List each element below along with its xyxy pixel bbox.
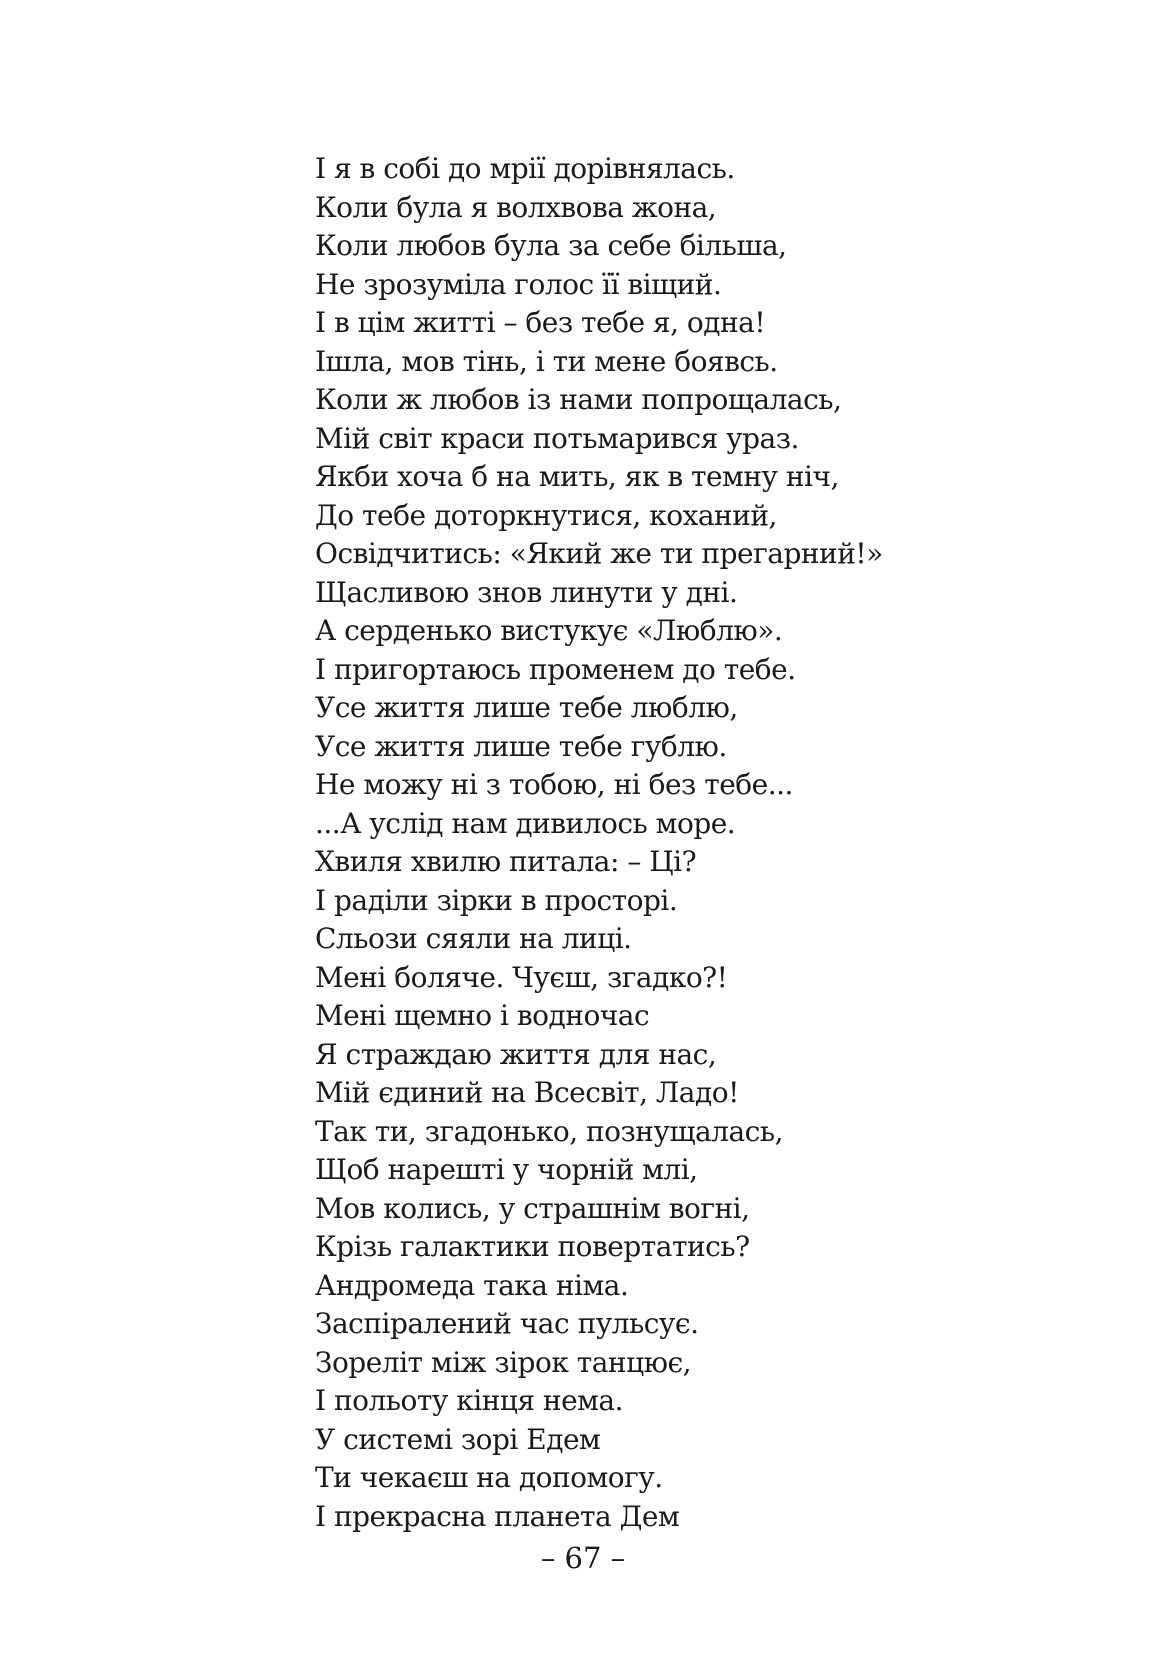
poem-line: Мій єдиний на Всесвіт, Ладо! (315, 1076, 739, 1109)
poem-line: До тебе доторкнутися, коханий, (315, 498, 777, 532)
poem-line: Щасливою знов линути у дні. (315, 575, 738, 609)
poem-line: Так ти, згадонько, познущалась, (315, 1114, 783, 1148)
poem-line: У системі зорі Едем (315, 1422, 601, 1456)
poem-line: Ішла, мов тінь, і ти мене боявсь. (315, 344, 778, 378)
poem-line: Не можу ні з тобою, ні без тебе... (315, 768, 793, 801)
poem-line: Якби хоча б на мить, як в темну ніч, (315, 460, 839, 493)
poem-line: ...А услід нам дивилось море. (315, 806, 736, 840)
poem-line: Хвиля хвилю питала: – Ці? (315, 845, 697, 878)
poem-line: І я в собі до мрії дорівнялась. (315, 152, 735, 185)
poem-line: Крізь галактики повертатись? (315, 1230, 750, 1263)
poem-line: Зореліт між зірок танцює, (315, 1345, 692, 1379)
poem-line: Щоб нарешті у чорній млі, (315, 1153, 698, 1186)
page-number: – 67 – (540, 1541, 626, 1575)
poem-line: Ти чекаєш на допомогу. (315, 1461, 663, 1494)
poem-line: І польоту кінця нема. (315, 1384, 624, 1417)
poem-line: Заспіралений час пульсує. (315, 1307, 699, 1340)
poem-line: Усе життя лише тебе люблю, (315, 691, 738, 724)
poem-line: Усе життя лише тебе гублю. (315, 729, 727, 763)
poem-line: Освідчитись: «Який же ти прегарний!» (315, 537, 883, 570)
poem-line: Сльози сяяли на лиці. (315, 922, 632, 955)
poem-line: Я страждаю життя для нас, (315, 1037, 717, 1071)
poem-line: Мені боляче. Чуєш, згадко?! (315, 960, 728, 994)
poem-line: Мов колись, у страшнім вогні, (315, 1191, 750, 1225)
poem-line: І прекрасна планета Дем (315, 1499, 680, 1533)
poem-line: Андромеда така німа. (315, 1268, 629, 1302)
poem-line: І раділи зірки в просторі. (315, 883, 678, 917)
poem-line: Не зрозуміла голос її віщий. (315, 267, 722, 301)
poem-line: А серденько вистукує «Люблю». (315, 614, 783, 647)
poem-line: І пригортаюсь променем до тебе. (315, 652, 796, 686)
poem-line: Коли любов була за себе більша, (315, 229, 787, 262)
poem-line: І в цім житті – без тебе я, одна! (315, 306, 766, 339)
poem-line: Мій світ краси потьмарився ураз. (315, 421, 799, 455)
poem-line: Коли була я волхвова жона, (315, 190, 717, 224)
poem-line: Коли ж любов із нами попрощалась, (315, 383, 842, 416)
poem-text (315, 150, 883, 1536)
poem-line: Мені щемно і водночас (315, 999, 650, 1032)
